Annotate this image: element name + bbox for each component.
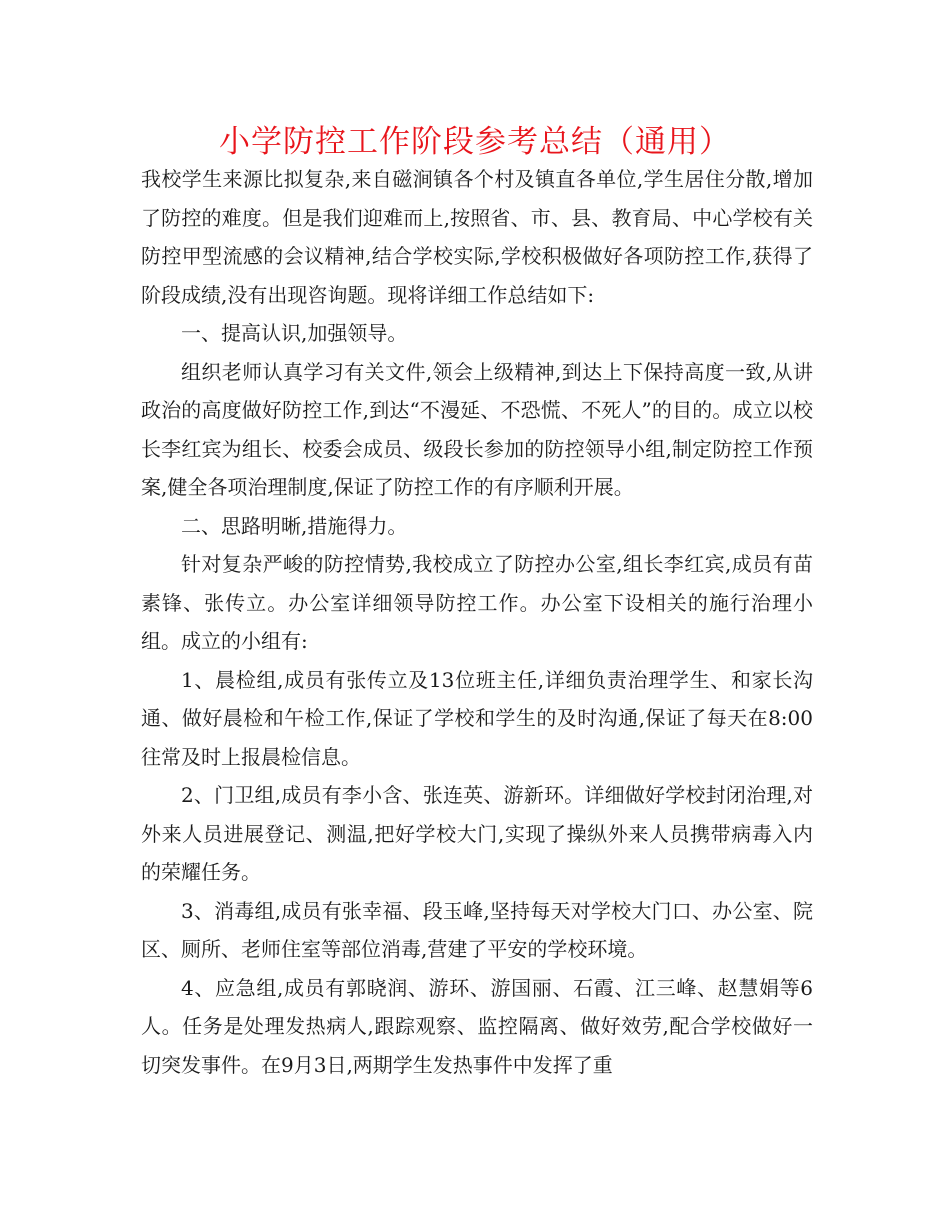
list-item-gatekeeping: 2、门卫组,成员有李小含、张连英、游新环。详细做好学校封闭治理,对外来人员进展登记、测温,把好学校大门,实现了操纵外来人员携带病毒入内的荣耀任务。 (141, 783, 813, 884)
document-body (141, 160, 813, 1084)
list-item-morning-check: 1、晨检组,成员有张传立及13位班主任,详细负责治理学生、和家长沟通、做好晨检和午检工作,保证了学校和学生的及时沟通,保证了每天在8:00往常及时上报晨检信息。 (141, 667, 813, 769)
section-heading-1: 一、提高认识,加强领导。 (181, 321, 408, 345)
section-heading-2: 二、思路明晰,措施得力。 (181, 513, 408, 538)
paragraph-section-1: 组织老师认真学习有关文件,领会上级精神,到达上下保持高度一致,从讲政治的高度做好防控工作,到达“不漫延、不恐慌、不死人”的目的。成立以校长李红宾为组长、校委会成员、级段长参加的防控领导小组,制定防控工作预案,健全各项治理制度,保证了防控工作的有序顺利开展。 (141, 359, 813, 499)
document-title: 小学防控工作阶段参考总结（通用） (219, 124, 731, 160)
paragraph-section-2: 针对复杂严峻的防控情势,我校成立了防控办公室,组长李红宾,成员有苗素锋、张传立。办公室详细领导防控工作。办公室下设相关的施行治理小组。成立的小组有: (141, 552, 813, 653)
list-item-emergency: 4、应急组,成员有郭晓润、游环、游国丽、石霞、江三峰、赵慧娟等6人。任务是处理发热病人,跟踪观察、监控隔离、做好效劳,配合学校做好一切突发事件。在9月3日,两期学生发热事件中发挥了重 (141, 975, 813, 1077)
paragraph-intro: 我校学生来源比拟复杂,来自磁涧镇各个村及镇直各单位,学生居住分散,增加了防控的难度。但是我们迎难而上,按照省、市、县、教育局、中心学校有关防控甲型流感的会议精神,结合学校实际,学校积极做好各项防控工作,获得了阶段成绩,没有出现咨询题。现将详细工作总结如下: (141, 167, 813, 307)
list-item-disinfection: 3、消毒组,成员有张幸福、段玉峰,坚持每天对学校大门口、办公室、院区、厕所、老师住室等部位消毒,营建了平安的学校环境。 (141, 898, 813, 961)
